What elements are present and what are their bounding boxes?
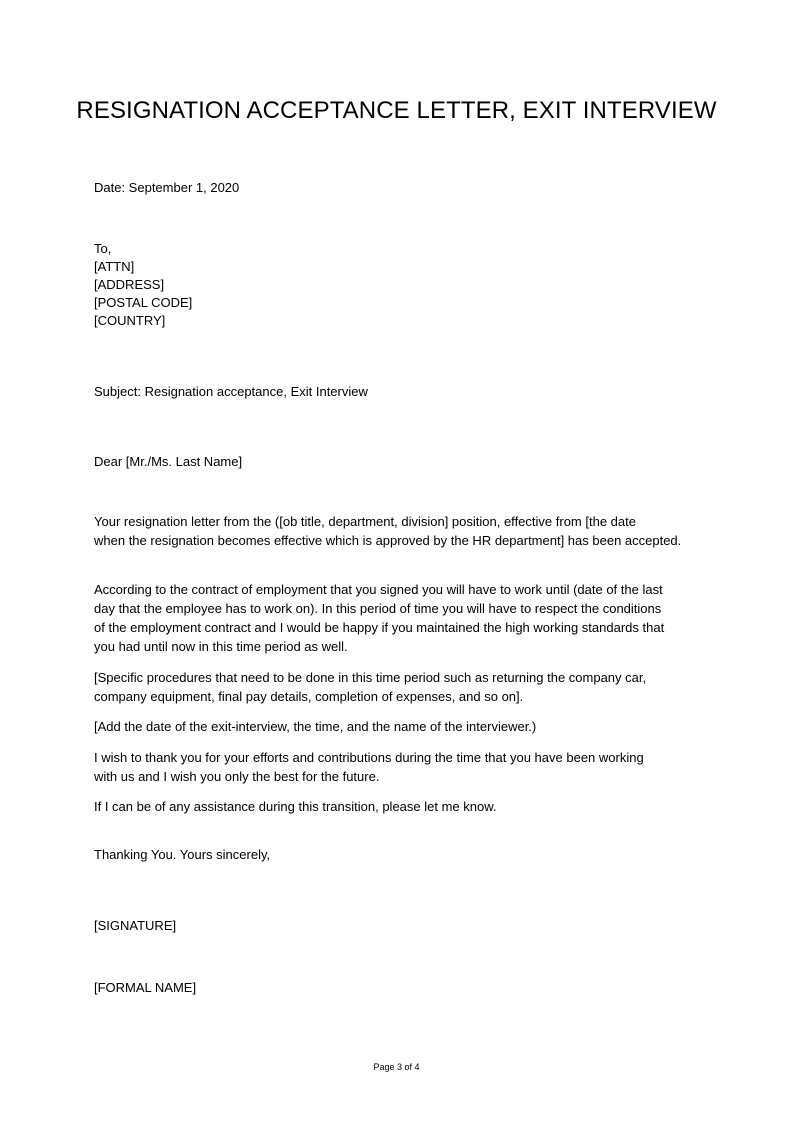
letter-closing: Thanking You. Yours sincerely, <box>94 847 271 862</box>
letter-date: Date: September 1, 2020 <box>94 180 240 195</box>
paragraph-exit-interview <box>94 717 714 736</box>
page-number: Page 3 of 4 <box>373 1062 420 1072</box>
paragraph-thanks <box>94 748 714 786</box>
paragraph-line: [Add the date of the exit-interview, the time, and the name of the interviewer.) <box>94 719 537 734</box>
paragraph-line: According to the contract of employment that you signed you will have to work until (date of the last <box>94 582 663 597</box>
paragraph-line: of the employment contract and I would be happy if you maintained the high working standards that <box>94 620 665 635</box>
paragraph-line: you had until now in this time period as well. <box>94 639 348 654</box>
recipient-attn: [ATTN] <box>94 259 135 274</box>
signature-placeholder: [SIGNATURE] <box>94 918 177 933</box>
recipient-postal-code: [POSTAL CODE] <box>94 295 193 310</box>
paragraph-line: [Specific procedures that need to be done in this time period such as returning the company car, <box>94 670 647 685</box>
paragraph-line: Your resignation letter from the ([ob title, department, division] position, effective from [the date <box>94 514 636 529</box>
paragraph-assistance <box>94 797 714 816</box>
recipient-to: To, <box>94 241 112 256</box>
paragraph-line: day that the employee has to work on). In this period of time you will have to respect the conditions <box>94 601 662 616</box>
document-title: RESIGNATION ACCEPTANCE LETTER, EXIT INTERVIEW <box>76 97 717 124</box>
formal-name-placeholder: [FORMAL NAME] <box>94 980 197 995</box>
paragraph-line: company equipment, final pay details, completion of expenses, and so on]. <box>94 689 524 704</box>
paragraph-line: when the resignation becomes effective which is approved by the HR department] has been accepted. <box>94 533 682 548</box>
letter-salutation: Dear [Mr./Ms. Last Name] <box>94 454 243 469</box>
paragraph-contract-terms <box>94 580 714 656</box>
paragraph-line: If I can be of any assistance during this transition, please let me know. <box>94 799 497 814</box>
recipient-country: [COUNTRY] <box>94 313 166 328</box>
paragraph-resignation-accepted <box>94 512 714 550</box>
paragraph-line: I wish to thank you for your efforts and contributions during the time that you have been working <box>94 750 644 765</box>
paragraph-line: with us and I wish you only the best for the future. <box>94 769 380 784</box>
letter-subject: Subject: Resignation acceptance, Exit Interview <box>94 384 368 399</box>
paragraph-procedures <box>94 668 714 706</box>
recipient-address: [ADDRESS] <box>94 277 165 292</box>
